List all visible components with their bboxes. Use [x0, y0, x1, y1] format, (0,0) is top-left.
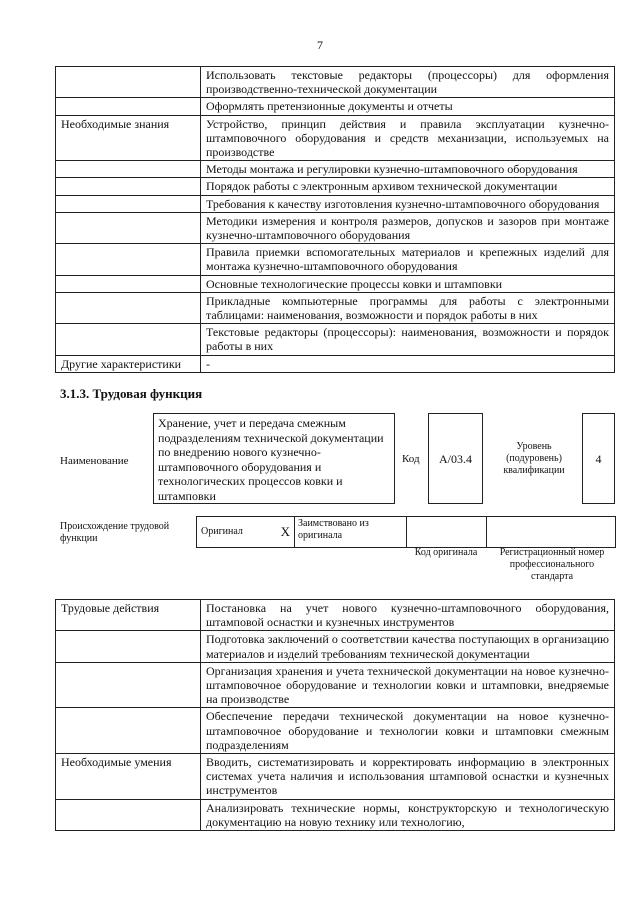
row-category [56, 631, 201, 662]
row-description: - [201, 355, 615, 372]
table-row [56, 212, 615, 243]
requirements-table-2 [55, 599, 615, 831]
name-label: Наименование [60, 455, 129, 467]
level-value: 4 [595, 452, 602, 466]
row-category [56, 195, 201, 212]
table-row [56, 161, 615, 178]
row-description: Прикладные компьютерные программы для работы с электронными таблицами: наименования, возможности и порядок работы в них [201, 292, 615, 323]
table-row [56, 275, 615, 292]
row-description: Основные технологические процессы ковки и штамповки [201, 275, 615, 292]
row-category [56, 244, 201, 275]
row-category: Необходимые умения [56, 754, 201, 800]
row-category [56, 662, 201, 708]
row-description: Правила приемки вспомогательных материалов и крепежных изделий для монтажа кузнечно-штамповочного оборудования [201, 244, 615, 275]
table-row [56, 98, 615, 115]
reg-caption: Регистрационный номер профессионального стандарта [499, 547, 605, 582]
code-label: Код [402, 453, 420, 465]
table-row [56, 292, 615, 323]
row-description: Устройство, принцип действия и правила эксплуатации кузнечно-штамповочного оборудования и средств механизации, используемых на производстве [201, 115, 615, 161]
row-category: Другие характеристики [56, 355, 201, 372]
origin-table [196, 516, 616, 548]
code-value: А/03.4 [439, 452, 472, 466]
level-label: Уровень (подуровень) квалификации [503, 441, 565, 476]
table-row [56, 631, 615, 662]
section-heading: 3.1.3. Трудовая функция [60, 386, 203, 401]
function-name: Хранение, учет и передача смежным подразделениям технической документации по внедрению нового кузнечно-штамповочного оборудования и технологических процессов ковки и штамповки [158, 416, 384, 503]
row-category [56, 708, 201, 754]
code-caption: Код оригинала [414, 547, 478, 558]
row-description: Организация хранения и учета технической документации на новое кузнечно-штамповочное оборудование и технологии ковки и штамповки, внедряемые на производстве [201, 662, 615, 708]
row-category [56, 161, 201, 178]
row-description: Текстовые редакторы (процессоры): наименования, возможности и порядок работы в них [201, 324, 615, 355]
origin-original: Оригинал [201, 525, 243, 537]
origin-reg-cell [487, 517, 616, 548]
table-row [56, 324, 615, 355]
row-description: Порядок работы с электронным архивом технической документации [201, 178, 615, 195]
code-box [428, 413, 483, 504]
row-category: Необходимые знания [56, 115, 201, 161]
row-description: Постановка на учет нового кузнечно-штамповочного оборудования, штамповой оснастки и кузнечных инструментов [201, 600, 615, 631]
origin-original-cell [197, 517, 295, 548]
table-row [56, 115, 615, 161]
table-row [56, 600, 615, 631]
name-value-box [153, 413, 395, 504]
origin-mark: X [280, 523, 290, 539]
row-description: Требования к качеству изготовления кузнечно-штамповочного оборудования [201, 195, 615, 212]
table-row [56, 244, 615, 275]
row-category [56, 275, 201, 292]
row-category [56, 67, 201, 98]
origin-borrowed: Заимствовано из оригинала [295, 517, 407, 548]
row-category [56, 178, 201, 195]
row-category [56, 292, 201, 323]
origin-label: Происхождение трудовой функции [60, 521, 170, 544]
row-description: Методы монтажа и регулировки кузнечно-штамповочного оборудования [201, 161, 615, 178]
table-row [56, 178, 615, 195]
row-category [56, 212, 201, 243]
row-description: Анализировать технические нормы, конструкторскую и технологическую документацию на новую технику или технологию, [201, 799, 615, 830]
row-description: Подготовка заключений о соответствии качества поступающих в организацию материалов и изделий требованиям технической документации [201, 631, 615, 662]
table-row [56, 662, 615, 708]
table-row [56, 355, 615, 372]
row-description: Использовать текстовые редакторы (процессоры) для оформления производственно-технической документации [201, 67, 615, 98]
row-description: Методики измерения и контроля размеров, допусков и зазоров при монтаже кузнечно-штамповочного оборудования [201, 212, 615, 243]
table-row [56, 708, 615, 754]
table-row [56, 754, 615, 800]
level-box [582, 413, 615, 504]
origin-code-cell [407, 517, 487, 548]
row-category [56, 324, 201, 355]
row-category [56, 98, 201, 115]
row-category [56, 799, 201, 830]
table-row [56, 799, 615, 830]
page-number: 7 [317, 38, 323, 52]
row-description: Обеспечение передачи технической документации на новое кузнечно-штамповочное оборудование и технологии ковки и штамповки смежным подразделениям [201, 708, 615, 754]
table-row [56, 195, 615, 212]
row-description: Вводить, систематизировать и корректировать информацию в электронных системах учета наличия и использования штамповой оснастки и кузнечных инструментов [201, 754, 615, 800]
table-row [56, 67, 615, 98]
requirements-table-1 [55, 66, 615, 373]
row-category: Трудовые действия [56, 600, 201, 631]
row-description: Оформлять претензионные документы и отчеты [201, 98, 615, 115]
